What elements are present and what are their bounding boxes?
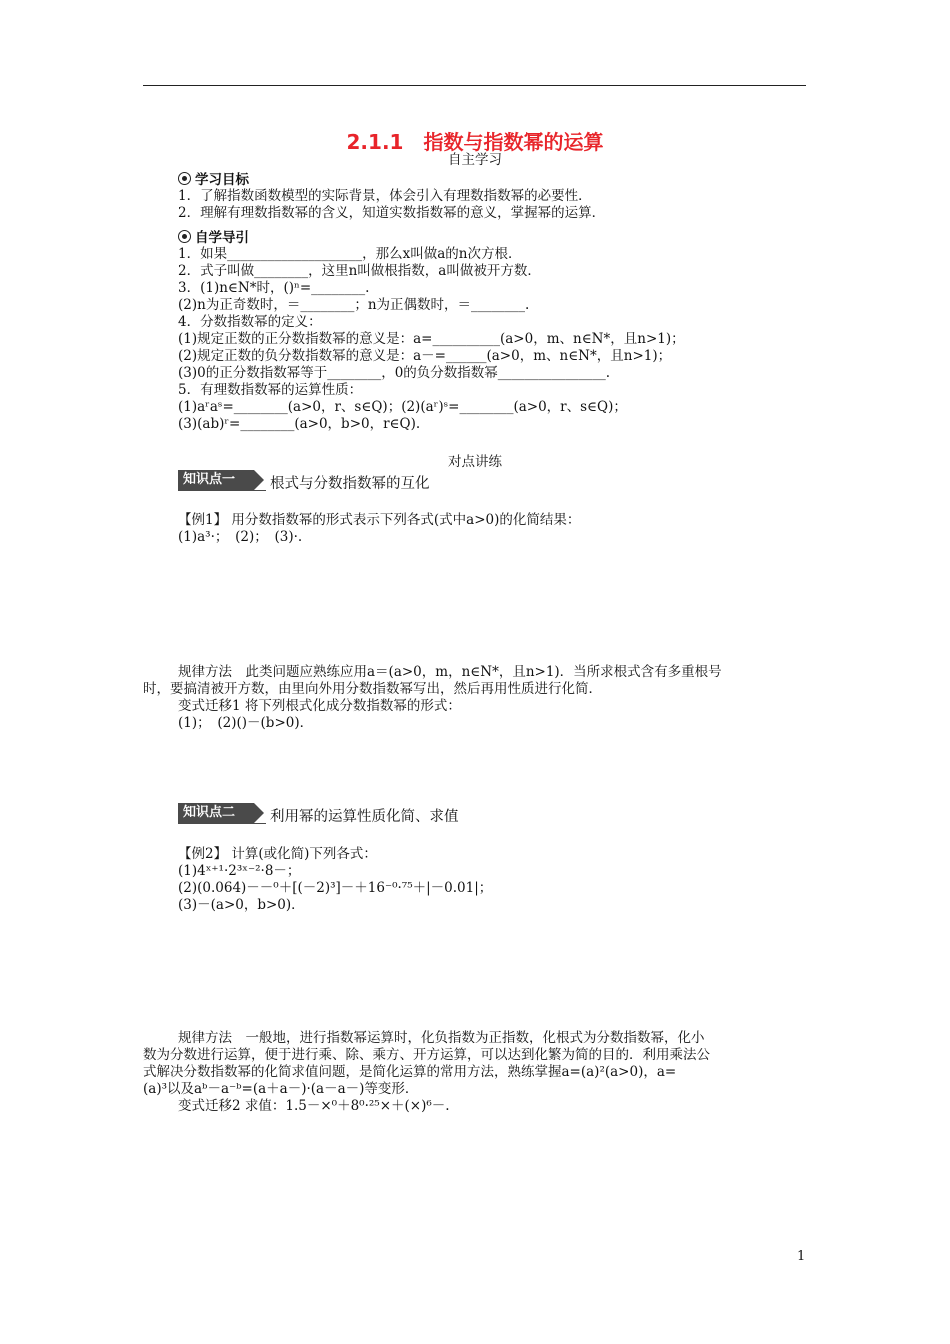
example-2-item: (2)(0.064)－－⁰＋[(－2)³]－＋16⁻⁰·⁷⁵＋|－0.01|； xyxy=(178,880,493,896)
knowledge-point-title: 根式与分数指数幂的互化 xyxy=(270,476,430,492)
knowledge-point-tag: 知识点二 xyxy=(178,803,254,823)
example-1-prompt: 【例1】 用分数指数幂的形式表示下列各式(式中a>0)的化简结果： xyxy=(178,512,581,528)
variation-2-prompt: 变式迁移2 求值：1.5－×⁰＋8⁰·²⁵×＋(×)⁶－. xyxy=(178,1098,450,1114)
goal-item: 1．了解指数函数模型的实际背景，体会引入有理数指数幂的必要性． xyxy=(178,188,592,204)
rule-method-1: 规律方法 此类问题应熟练应用a＝(a>0，m，n∈N*，且n>1)．当所求根式含有多重根号 xyxy=(178,664,722,680)
rule-method-2-cont: (a)³以及aᵇ－a⁻ᵇ=(a＋a－)·(a－a－)等变形． xyxy=(143,1081,419,1097)
rule-method-2-cont: 数为分数进行运算，便于进行乘、除、乘方、开方运算，可以达到化繁为简的目的．利用乘法公 xyxy=(143,1047,710,1063)
guide-item: (2)n为正奇数时，＝________；n为正偶数时，＝________. xyxy=(178,297,530,313)
example-2-item: (1)4ˣ⁺¹·2³ˣ⁻²·8－； xyxy=(178,863,301,879)
tag-arrow-icon xyxy=(254,470,264,490)
guide-item: (3)0的正分数指数幂等于________，0的负分数指数幂________________. xyxy=(178,365,611,381)
guide-item: 2．式子叫做________，这里n叫做根指数，a叫做被开方数． xyxy=(178,263,541,279)
guide-item: 4．分数指数幂的定义： xyxy=(178,314,322,330)
rule-method-2: 规律方法 一般地，进行指数幂运算时，化负指数为正指数，化根式为分数指数幂，化小 xyxy=(178,1030,705,1046)
goals-heading: 学习目标 xyxy=(178,168,249,188)
knowledge-point-title: 利用幂的运算性质化简、求值 xyxy=(270,809,459,825)
rule-method-2-cont: 式解决分数指数幂的化简求值问题，是简化运算的常用方法，熟练掌握a=(a)²(a>0)，a= xyxy=(143,1064,677,1080)
rule-method-1-cont: 时，要搞清被开方数，由里向外用分数指数幂写出，然后再用性质进行化简． xyxy=(143,681,602,697)
page-number: 1 xyxy=(797,1249,806,1264)
page-title: 2.1.1 指数与指数幂的运算 xyxy=(346,130,604,154)
header-rule xyxy=(143,85,806,86)
bullet-circle-icon xyxy=(178,230,191,243)
knowledge-point-tag: 知识点一 xyxy=(178,470,254,490)
guide-item: 1．如果____________________，那么x叫做a的n次方根． xyxy=(178,246,522,262)
tag-underline xyxy=(178,823,266,824)
guide-item: (1)规定正数的正分数指数幂的意义是：a=__________(a>0，m、n∈N*，且n>1)； xyxy=(178,331,685,347)
guide-heading: 自学导引 xyxy=(178,226,249,246)
variation-1-prompt: 变式迁移1 将下列根式化成分数指数幂的形式： xyxy=(178,698,461,714)
guide-item: (2)规定正数的负分数指数幂的意义是：a－=______(a>0，m、n∈N*，且n>1)； xyxy=(178,348,672,364)
practice-heading: 对点讲练 xyxy=(448,454,502,470)
example-1-items: (1)a³·； (2)； (3)·. xyxy=(178,529,303,545)
guide-item: (3)(ab)ʳ=________(a>0，b>0，r∈Q). xyxy=(178,416,421,432)
guide-item: 3．(1)n∈N*时，()ⁿ=________. xyxy=(178,280,370,296)
tag-underline xyxy=(178,490,266,491)
variation-1-items: (1)； (2)()－(b>0)． xyxy=(178,715,314,731)
bullet-circle-icon xyxy=(178,172,191,185)
guide-item: 5．有理数指数幂的运算性质： xyxy=(178,382,363,398)
goal-item: 2．理解有理数指数幂的含义，知道实数指数幂的意义，掌握幂的运算． xyxy=(178,205,606,221)
guide-item: (1)aʳaˢ=________(a>0，r、s∈Q)；(2)(aʳ)ˢ=________(a>0，r、s∈Q)； xyxy=(178,399,627,415)
example-2-item: (3)－(a>0，b>0)． xyxy=(178,897,305,913)
section-subtitle: 自主学习 xyxy=(448,152,502,168)
tag-arrow-icon xyxy=(254,803,264,823)
example-2-prompt: 【例2】 计算(或化简)下列各式： xyxy=(178,846,377,862)
